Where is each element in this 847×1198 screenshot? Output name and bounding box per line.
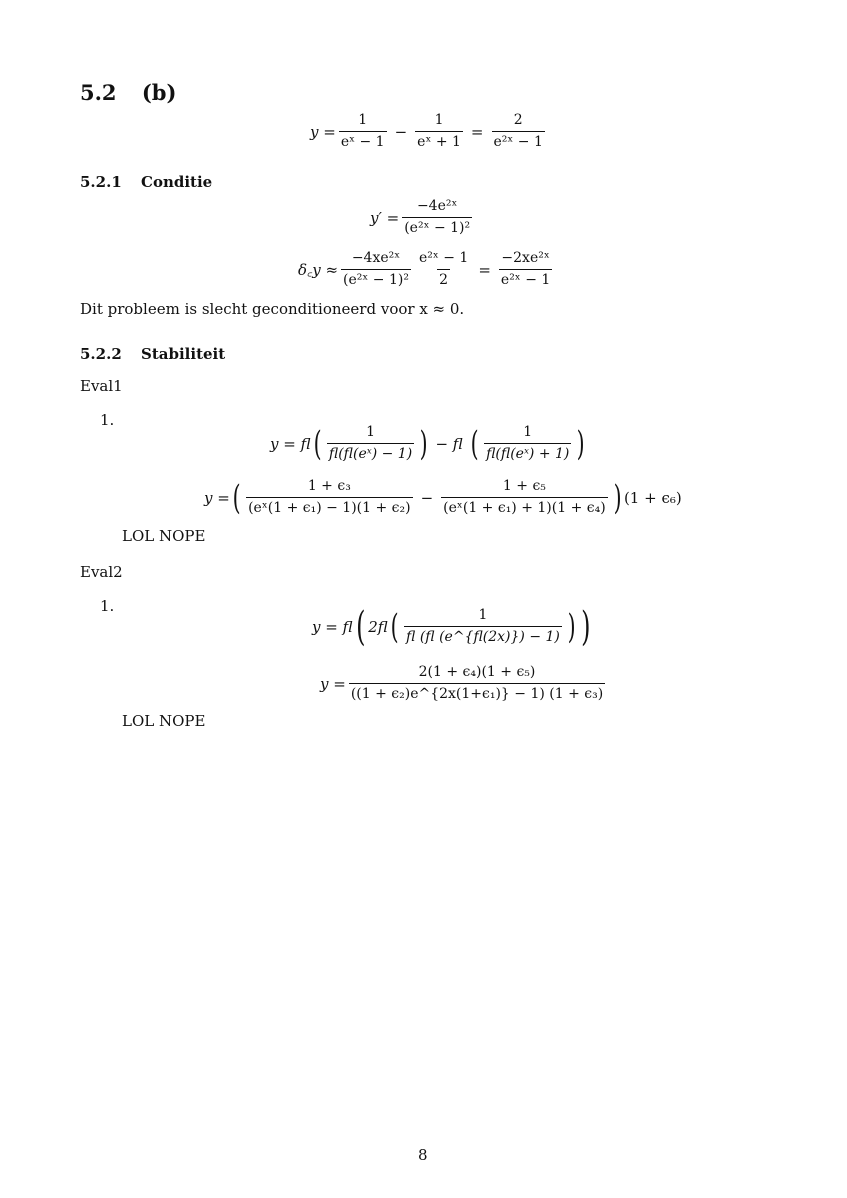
eval2-item-number: 1. <box>100 597 115 615</box>
fraction <box>417 250 470 289</box>
denominator: fl (fl (e^{fl(2x)}) − 1) <box>404 626 562 646</box>
fraction <box>415 112 463 151</box>
equation-condition <box>298 250 555 289</box>
eval1-item-number: 1. <box>100 411 115 429</box>
left-paren: ( <box>390 606 399 647</box>
section-title: (b) <box>141 80 177 105</box>
fraction <box>339 112 387 151</box>
right-paren: ) <box>567 606 576 647</box>
denominator: (eˣ(1 + ϵ₁) − 1)(1 + ϵ₂) <box>246 497 413 517</box>
subsection-heading <box>80 173 212 191</box>
denominator: (e²ˣ − 1)² <box>341 269 411 289</box>
eval2-label: Eval2 <box>80 563 123 581</box>
right-paren: ) <box>419 423 428 464</box>
fraction <box>441 478 608 517</box>
operator: = <box>470 122 484 141</box>
numerator: −4e²ˣ <box>416 198 458 214</box>
fraction <box>484 424 571 463</box>
fraction <box>404 607 562 646</box>
numerator: e²ˣ − 1 <box>418 250 469 266</box>
left-paren: ( <box>355 603 366 650</box>
operator: = <box>478 260 491 279</box>
subsection-number: 5.2.1 <box>80 173 122 191</box>
eval2-equation-1 <box>312 603 594 650</box>
eval2-equation-2 <box>320 664 608 703</box>
denominator: e²ˣ − 1 <box>492 131 545 151</box>
eval1-label: Eval1 <box>80 377 123 395</box>
numerator: 2 <box>513 112 523 128</box>
numerator: −2xe²ˣ <box>501 250 550 266</box>
denominator: e²ˣ − 1 <box>499 269 552 289</box>
eq-lhs: y′ = <box>370 208 400 227</box>
eq-lhs: y = fl <box>312 617 353 636</box>
eq-tail: (1 + ϵ₆) <box>623 488 682 507</box>
denominator: fl(fl(eˣ) + 1) <box>484 443 571 463</box>
eval1-note: LOL NOPE <box>122 527 206 545</box>
condition-text: Dit probleem is slecht geconditioneerd voor x ≈ 0. <box>80 300 465 318</box>
denominator: (e²ˣ − 1)² <box>402 217 472 237</box>
right-paren: ) <box>581 603 591 650</box>
numerator: 1 <box>366 424 375 440</box>
numerator: 1 <box>434 112 444 128</box>
subsection-number: 5.2.2 <box>80 345 122 363</box>
numerator: 1 + ϵ₃ <box>307 478 351 494</box>
eval2-note: LOL NOPE <box>122 712 206 730</box>
eq-lhs: y = fl <box>270 434 311 453</box>
denominator: 2 <box>437 269 450 289</box>
denominator: eˣ + 1 <box>415 131 463 151</box>
eq-lhs: y = <box>204 488 230 507</box>
fraction <box>499 250 552 289</box>
eq-inner: 2fl <box>368 617 388 636</box>
operator: − <box>420 488 434 507</box>
fraction <box>402 198 472 237</box>
numerator: 1 <box>358 112 368 128</box>
eq-lhs: y = <box>320 674 346 693</box>
left-paren: ( <box>470 423 479 464</box>
left-paren: ( <box>313 423 322 464</box>
section-number: 5.2 <box>80 80 117 105</box>
eval1-equation-2 <box>204 478 682 517</box>
denominator: (eˣ(1 + ϵ₁) + 1)(1 + ϵ₄) <box>441 497 608 517</box>
denominator: ((1 + ϵ₂)e^{2x(1+ϵ₁)} − 1) (1 + ϵ₃) <box>349 683 605 703</box>
operator: − fl <box>435 434 463 453</box>
fraction <box>327 424 414 463</box>
subsection-title: Conditie <box>141 173 213 191</box>
numerator: 2(1 + ϵ₄)(1 + ϵ₅) <box>418 664 536 680</box>
operator: − <box>394 122 408 141</box>
equation-main <box>310 112 548 151</box>
equation-derivative <box>370 198 475 237</box>
section-heading <box>80 80 176 105</box>
subsection-title: Stabiliteit <box>141 345 226 363</box>
fraction <box>492 112 545 151</box>
denominator: eˣ − 1 <box>339 131 387 151</box>
eq-lhs: y = <box>310 122 336 141</box>
page-number: 8 <box>418 1146 428 1164</box>
fraction <box>246 478 413 517</box>
eq-lhs: δ꜀y ≈ <box>298 260 339 279</box>
eval1-equation-1 <box>270 424 588 463</box>
numerator: 1 + ϵ₅ <box>502 478 546 494</box>
numerator: 1 <box>478 607 488 623</box>
fraction <box>341 250 411 289</box>
left-paren: ( <box>232 477 241 518</box>
denominator: fl(fl(eˣ) − 1) <box>327 443 414 463</box>
numerator: −4xe²ˣ <box>351 250 401 266</box>
numerator: 1 <box>523 424 533 440</box>
fraction <box>349 664 605 703</box>
right-paren: ) <box>613 477 622 518</box>
right-paren: ) <box>577 423 586 464</box>
subsection-heading <box>80 345 225 363</box>
